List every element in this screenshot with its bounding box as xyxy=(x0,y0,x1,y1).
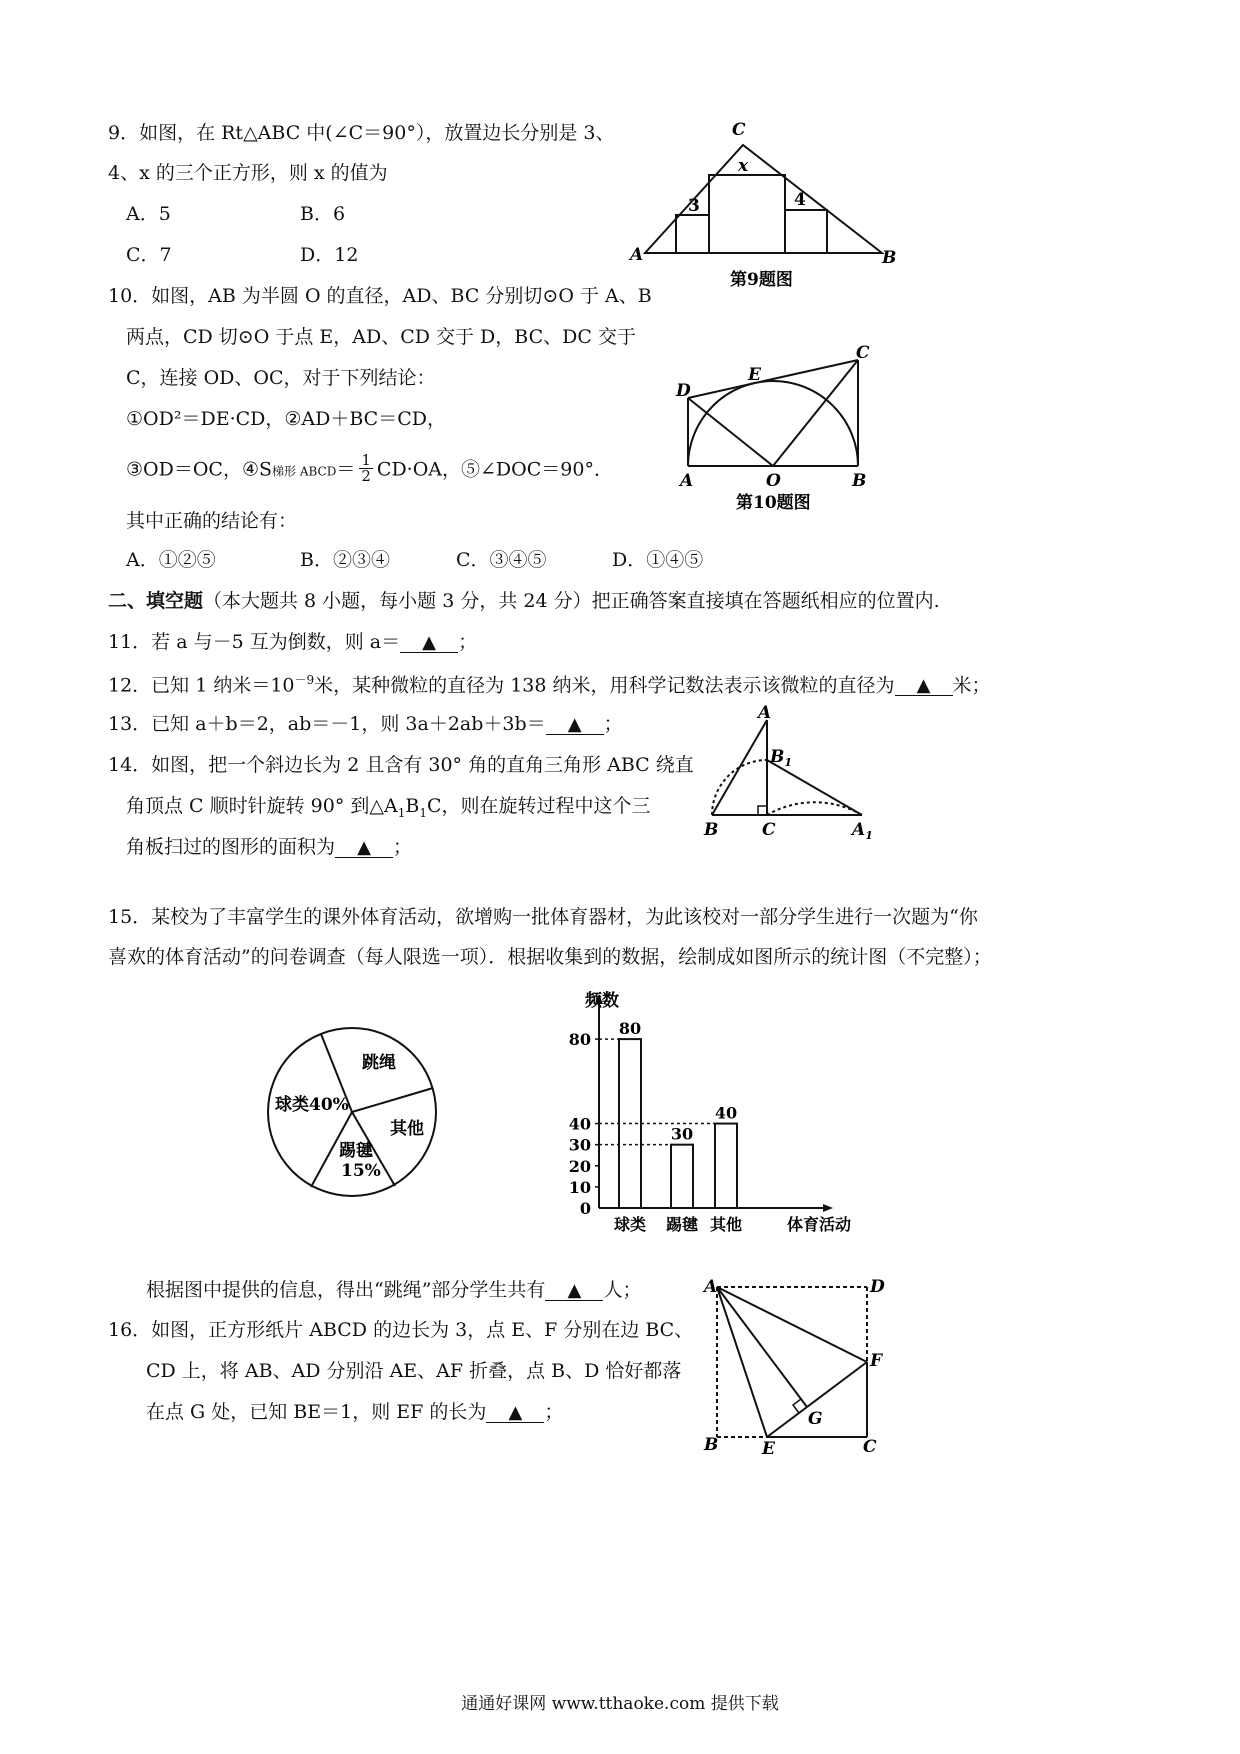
q10-conclusions-2 xyxy=(126,451,613,486)
q14-label-a: A xyxy=(758,703,772,723)
q10-stem-line2: 两点，CD 切⊙O 于点 E，AD、CD 交于 D，BC、DC 交于 xyxy=(126,326,636,348)
q9-square-3 xyxy=(676,215,709,253)
q10-option-c: C．③④⑤ xyxy=(456,549,547,571)
q10-frac-num: 1 xyxy=(361,451,371,469)
q12-text: 12．已知 1 纳米＝10 xyxy=(108,674,295,697)
y-tick-label: 20 xyxy=(568,1156,591,1176)
q16-line2: CD 上，将 AB、AD 分别沿 AE、AF 折叠，点 B、D 恰好都落 xyxy=(146,1360,682,1382)
q9-option-a: A．5 xyxy=(126,203,171,225)
q10-c2a: ③OD＝OC，④S xyxy=(126,458,273,481)
x-tick-label: 其他 xyxy=(709,1215,743,1234)
q9-stem-line2: 4、x 的三个正方形，则 x 的值为 xyxy=(108,162,388,184)
q9-option-c: C．7 xyxy=(126,244,172,266)
q9-label-b: B xyxy=(882,248,897,268)
y-tick-label: 30 xyxy=(568,1135,591,1155)
q14-l2b: B xyxy=(405,795,420,817)
q16-line1: 16．如图，正方形纸片 ABCD 的边长为 3，点 E、F 分别在边 BC、 xyxy=(108,1319,694,1341)
y-axis-label: 频数 xyxy=(585,991,619,1011)
q10-which: 其中正确的结论有： xyxy=(126,510,298,532)
q10-stem-line3: C，连接 OD、OC，对于下列结论： xyxy=(126,367,436,389)
pie-divider xyxy=(352,1088,433,1112)
q15-pie-chart xyxy=(265,1030,445,1200)
q14-l2a: 角顶点 C 顺时针旋转 90° 到△A xyxy=(126,795,398,817)
q14-blank: ▲ xyxy=(335,839,393,858)
q10-option-a: A．①②⑤ xyxy=(126,549,216,571)
q9-figure xyxy=(620,115,910,295)
q12-post: 米； xyxy=(952,674,991,697)
q10-c2c: CD·OA，⑤∠DOC＝90°． xyxy=(376,458,613,481)
q12-exponent: －9 xyxy=(294,673,315,687)
q10-figure xyxy=(660,340,890,520)
q14-label-c: C xyxy=(762,820,776,840)
section2-heading xyxy=(108,592,940,611)
q9-option-d: D．12 xyxy=(300,244,359,266)
q10-semicircle xyxy=(688,381,858,466)
q14-label-a1: $A_1$ xyxy=(852,820,873,842)
q11-blank: ▲ xyxy=(400,634,458,653)
q16-label-f: F xyxy=(870,1351,883,1371)
q9-triangle xyxy=(645,145,882,253)
pie-label-ball: 球类40% xyxy=(275,1095,349,1115)
q10-label-e: E xyxy=(748,365,761,385)
q9-square-4 xyxy=(785,210,827,253)
q15-line2: 喜欢的体育活动”的问卷调查（每人限选一项）．根据收集到的数据，绘制成如图所示的统计图（不完整）； xyxy=(108,946,992,968)
q14-line3 xyxy=(126,838,412,858)
q9-label-c: C xyxy=(732,120,746,140)
y-tick-label: 10 xyxy=(568,1177,591,1197)
section2-desc: （本大题共 8 小题，每小题 3 分，共 24 分）把正确答案直接填在答题纸相应的位置内. xyxy=(203,590,940,612)
q10-label-a: A xyxy=(680,471,694,491)
q10-label-d: D xyxy=(676,381,691,401)
q16-label-d: D xyxy=(870,1277,885,1297)
footer: 通通好课网 www.tthaoke.com 提供下载 xyxy=(461,1694,779,1714)
q10-stem-line1: 10．如图，AB 为半圆 O 的直径，AD、BC 分别切⊙O 于 A、B xyxy=(108,285,652,307)
q14-l2-sub2: 1 xyxy=(419,805,427,820)
q14-line2 xyxy=(126,797,651,819)
q9-label-4: 4 xyxy=(794,190,806,210)
q11-post: ； xyxy=(458,631,478,653)
q12 xyxy=(108,674,991,696)
q16-figure xyxy=(700,1272,890,1462)
q15-l3-text: 根据图中提供的信息，得出“跳绳”部分学生共有 xyxy=(146,1279,546,1301)
q16-post: ； xyxy=(544,1401,564,1423)
q15-line1: 15．某校为了丰富学生的课外体育活动，欲增购一批体育器材，为此该校对一部分学生进行一次题为“你 xyxy=(108,906,978,928)
q9-stem-line1: 9．如图，在 Rt△ABC 中(∠C＝90°），放置边长分别是 3、 xyxy=(108,122,615,144)
q14-l2-sub1: 1 xyxy=(397,805,406,820)
q14-l3: 角板扫过的图形的面积为 xyxy=(126,836,336,858)
q13-text: 13．已知 a＋b＝2，ab＝－1，则 3a＋2ab＋3b＝ xyxy=(108,713,546,735)
q10-frac-den: 2 xyxy=(361,467,371,485)
q14-label-b: B xyxy=(704,820,719,840)
q14-arc-outer xyxy=(767,802,862,815)
q13 xyxy=(108,715,623,735)
q15-bar-chart xyxy=(555,988,865,1238)
q11 xyxy=(108,633,477,653)
q14-line1: 14．如图，把一个斜边长为 2 且含有 30° 角的直角三角形 ABC 绕直 xyxy=(108,754,694,776)
q15-post: 人； xyxy=(603,1279,642,1301)
bar-value-label: 30 xyxy=(670,1124,694,1144)
q9-label-a: A xyxy=(630,245,644,265)
pie-label-shuttle: 踢毽 xyxy=(339,1141,373,1161)
q12-mid: 米，某种微粒的直径为 138 纳米，用科学记数法表示该微粒的直径为 xyxy=(314,674,895,697)
y-tick-label: 40 xyxy=(568,1114,591,1134)
q10-fraction xyxy=(359,453,373,484)
x-axis-arrow xyxy=(823,1204,833,1212)
pie-label-other: 其他 xyxy=(390,1119,424,1139)
q12-blank: ▲ xyxy=(895,677,953,696)
q15-blank: ▲ xyxy=(545,1282,603,1301)
bar-value-label: 40 xyxy=(714,1103,738,1123)
x-tick-label: 球类 xyxy=(613,1215,647,1234)
q9-label-3: 3 xyxy=(688,196,700,216)
q14-figure xyxy=(700,700,890,850)
q10-label-o: O xyxy=(766,471,781,491)
q9-label-x: x xyxy=(738,156,749,176)
q9-option-b: B．6 xyxy=(300,203,346,225)
q10-c2-sub: 梯形 ABCD xyxy=(272,464,337,479)
q9-square-x xyxy=(709,175,785,253)
q16-l3: 在点 G 处，已知 BE＝1，则 EF 的长为 xyxy=(146,1401,487,1423)
q16-label-c: C xyxy=(863,1437,877,1457)
y-tick-label: 80 xyxy=(568,1030,591,1050)
q14-label-b1: $B_1$ xyxy=(770,747,793,769)
q13-blank: ▲ xyxy=(546,716,604,735)
q16-line3 xyxy=(146,1403,563,1423)
bar xyxy=(715,1124,737,1208)
bar-value-label: 80 xyxy=(618,1019,642,1039)
q10-label-b: B xyxy=(852,471,867,491)
q10-label-c: C xyxy=(856,343,870,363)
q16-label-g: G xyxy=(808,1409,823,1429)
q10-conclusions-1: ①OD²＝DE·CD，②AD＋BC＝CD， xyxy=(126,408,446,430)
q13-post: ； xyxy=(603,713,623,735)
q10-option-d: D．①④⑤ xyxy=(612,549,704,571)
pie-label-shuttle-pct: 15% xyxy=(341,1161,381,1181)
q10-option-b: B．②③④ xyxy=(300,549,390,571)
q16-blank: ▲ xyxy=(486,1404,544,1423)
q16-label-a: A xyxy=(704,1277,718,1297)
q9-caption: 第9题图 xyxy=(730,270,793,290)
q14-l2c: C，则在旋转过程中这个三 xyxy=(426,795,651,817)
x-axis-label: 体育活动 xyxy=(787,1215,852,1234)
x-tick-label: 踢毽 xyxy=(665,1215,699,1234)
q14-post: ； xyxy=(393,836,413,858)
y-tick-label: 0 xyxy=(579,1199,591,1218)
bar xyxy=(671,1145,693,1208)
q16-label-b: B xyxy=(704,1435,719,1455)
q10-caption: 第10题图 xyxy=(736,493,811,513)
pie-label-jump: 跳绳 xyxy=(362,1053,396,1073)
q15-line3 xyxy=(146,1281,641,1301)
q11-text: 11．若 a 与－5 互为倒数，则 a＝ xyxy=(108,631,401,653)
q16-label-e: E xyxy=(762,1439,775,1459)
q10-c2b: ＝ xyxy=(336,458,356,481)
section2-title: 二、填空题 xyxy=(108,590,204,612)
